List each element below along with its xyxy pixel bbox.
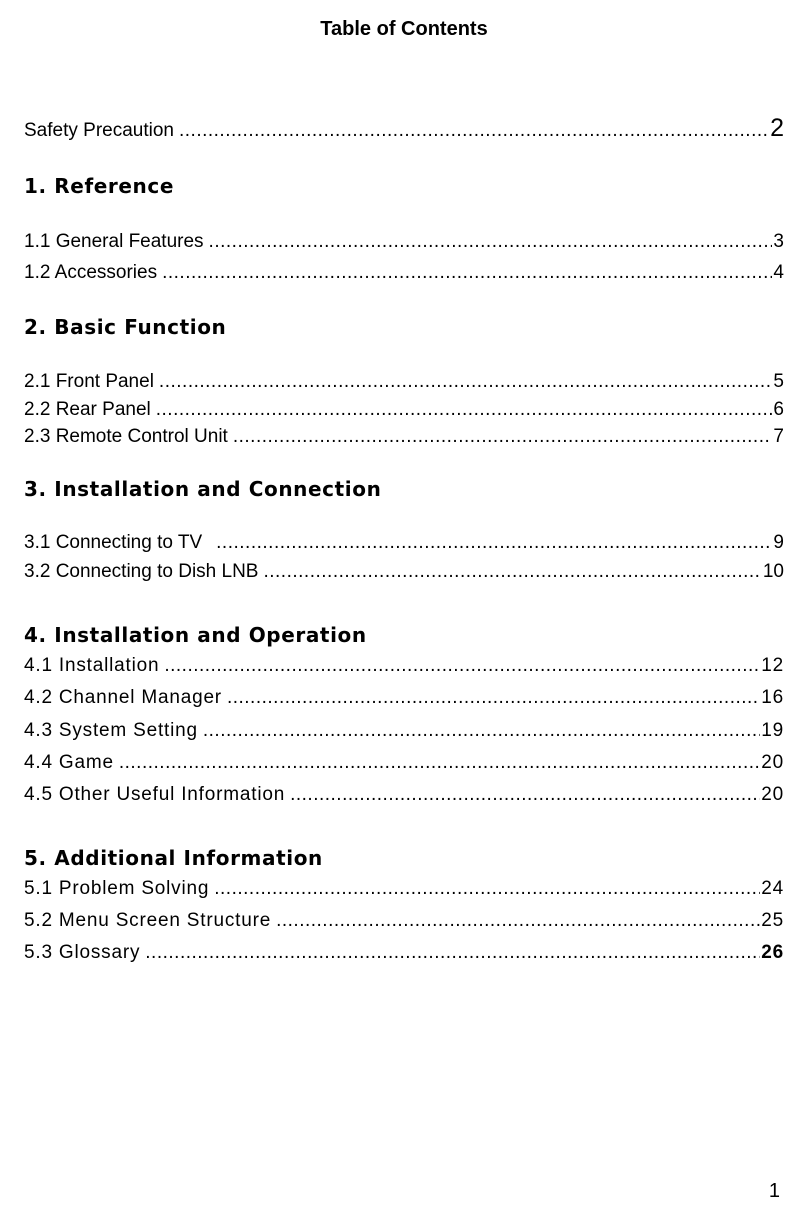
section-heading-reference: 1. Reference <box>24 174 174 198</box>
toc-entry-page: 2 <box>770 114 784 142</box>
dot-leader <box>156 399 773 421</box>
toc-entry-page: 3 <box>773 231 784 252</box>
toc-entry-label: 3.1 Connecting to TV <box>24 532 203 553</box>
toc-entry-page: 24 <box>761 878 784 899</box>
toc-entry-game[interactable] <box>24 752 784 774</box>
toc-entry-general-features[interactable] <box>24 231 784 253</box>
toc-entry-page: 5 <box>773 371 784 392</box>
dot-leader <box>209 231 773 253</box>
toc-entry-label: Safety Precaution <box>24 120 174 141</box>
dot-leader <box>263 561 761 583</box>
toc-entry-installation[interactable] <box>24 655 784 677</box>
toc-entry-safety-precaution[interactable] <box>24 114 784 143</box>
page-title: Table of Contents <box>320 18 488 40</box>
toc-entry-label: 4.4 Game <box>24 752 114 773</box>
toc-entry-system-setting[interactable] <box>24 720 784 742</box>
section-heading-additional-information: 5. Additional Information <box>24 846 323 870</box>
dot-leader <box>162 262 772 284</box>
toc-entry-connecting-to-tv[interactable] <box>24 532 784 554</box>
dot-leader <box>290 784 760 806</box>
toc-entry-page: 10 <box>762 561 784 582</box>
dot-leader <box>233 426 773 448</box>
toc-entry-page: 12 <box>761 655 784 676</box>
section-heading-installation-connection: 3. Installation and Connection <box>24 477 382 501</box>
toc-entry-label: 3.2 Connecting to Dish LNB <box>24 561 259 582</box>
toc-entry-page: 9 <box>773 532 784 553</box>
dot-leader <box>214 878 760 900</box>
toc-entry-front-panel[interactable] <box>24 371 784 393</box>
page-number: 1 <box>768 1180 780 1202</box>
dot-leader <box>159 371 773 393</box>
toc-entry-glossary[interactable] <box>24 942 784 964</box>
toc-entry-label: 4.3 System Setting <box>24 720 198 741</box>
toc-entry-label: 2.2 Rear Panel <box>24 399 151 420</box>
toc-entry-rear-panel[interactable] <box>24 399 784 421</box>
dot-leader <box>276 910 760 932</box>
toc-entry-label: 4.1 Installation <box>24 655 160 676</box>
toc-entry-label: 5.3 Glossary <box>24 942 141 963</box>
toc-entry-page: 19 <box>761 720 784 741</box>
toc-entry-page: 20 <box>761 784 784 805</box>
toc-entry-label: 5.2 Menu Screen Structure <box>24 910 272 931</box>
toc-entry-remote-control-unit[interactable] <box>24 426 784 448</box>
toc-entry-page: 16 <box>761 687 784 708</box>
toc-entry-label: 2.1 Front Panel <box>24 371 154 392</box>
toc-entry-label: 2.3 Remote Control Unit <box>24 426 228 447</box>
toc-entry-problem-solving[interactable] <box>24 878 784 900</box>
section-heading-installation-operation: 4. Installation and Operation <box>24 623 367 647</box>
dot-leader <box>119 752 760 774</box>
dot-leader <box>216 532 772 554</box>
dot-leader <box>227 687 760 709</box>
dot-leader <box>179 120 769 142</box>
toc-entry-channel-manager[interactable] <box>24 687 784 709</box>
toc-entry-other-useful-information[interactable] <box>24 784 784 806</box>
toc-entry-page: 20 <box>761 752 784 773</box>
dot-leader <box>203 720 760 742</box>
dot-leader <box>164 655 760 677</box>
toc-entry-page: 4 <box>773 262 784 283</box>
toc-entry-label: 5.1 Problem Solving <box>24 878 210 899</box>
toc-entry-label: 4.5 Other Useful Information <box>24 784 286 805</box>
toc-entry-menu-screen-structure[interactable] <box>24 910 784 932</box>
toc-entry-page: 6 <box>773 399 784 420</box>
toc-entry-accessories[interactable] <box>24 262 784 284</box>
section-heading-basic-function: 2. Basic Function <box>24 315 227 339</box>
toc-entry-label: 4.2 Channel Manager <box>24 687 222 708</box>
toc-entry-label: 1.2 Accessories <box>24 262 158 283</box>
toc-entry-connecting-to-dish-lnb[interactable] <box>24 561 784 583</box>
dot-leader <box>145 942 760 964</box>
toc-entry-page: 7 <box>773 426 784 447</box>
toc-entry-label: 1.1 General Features <box>24 231 204 252</box>
toc-entry-page: 26 <box>761 942 784 963</box>
toc-entry-page: 25 <box>761 910 784 931</box>
